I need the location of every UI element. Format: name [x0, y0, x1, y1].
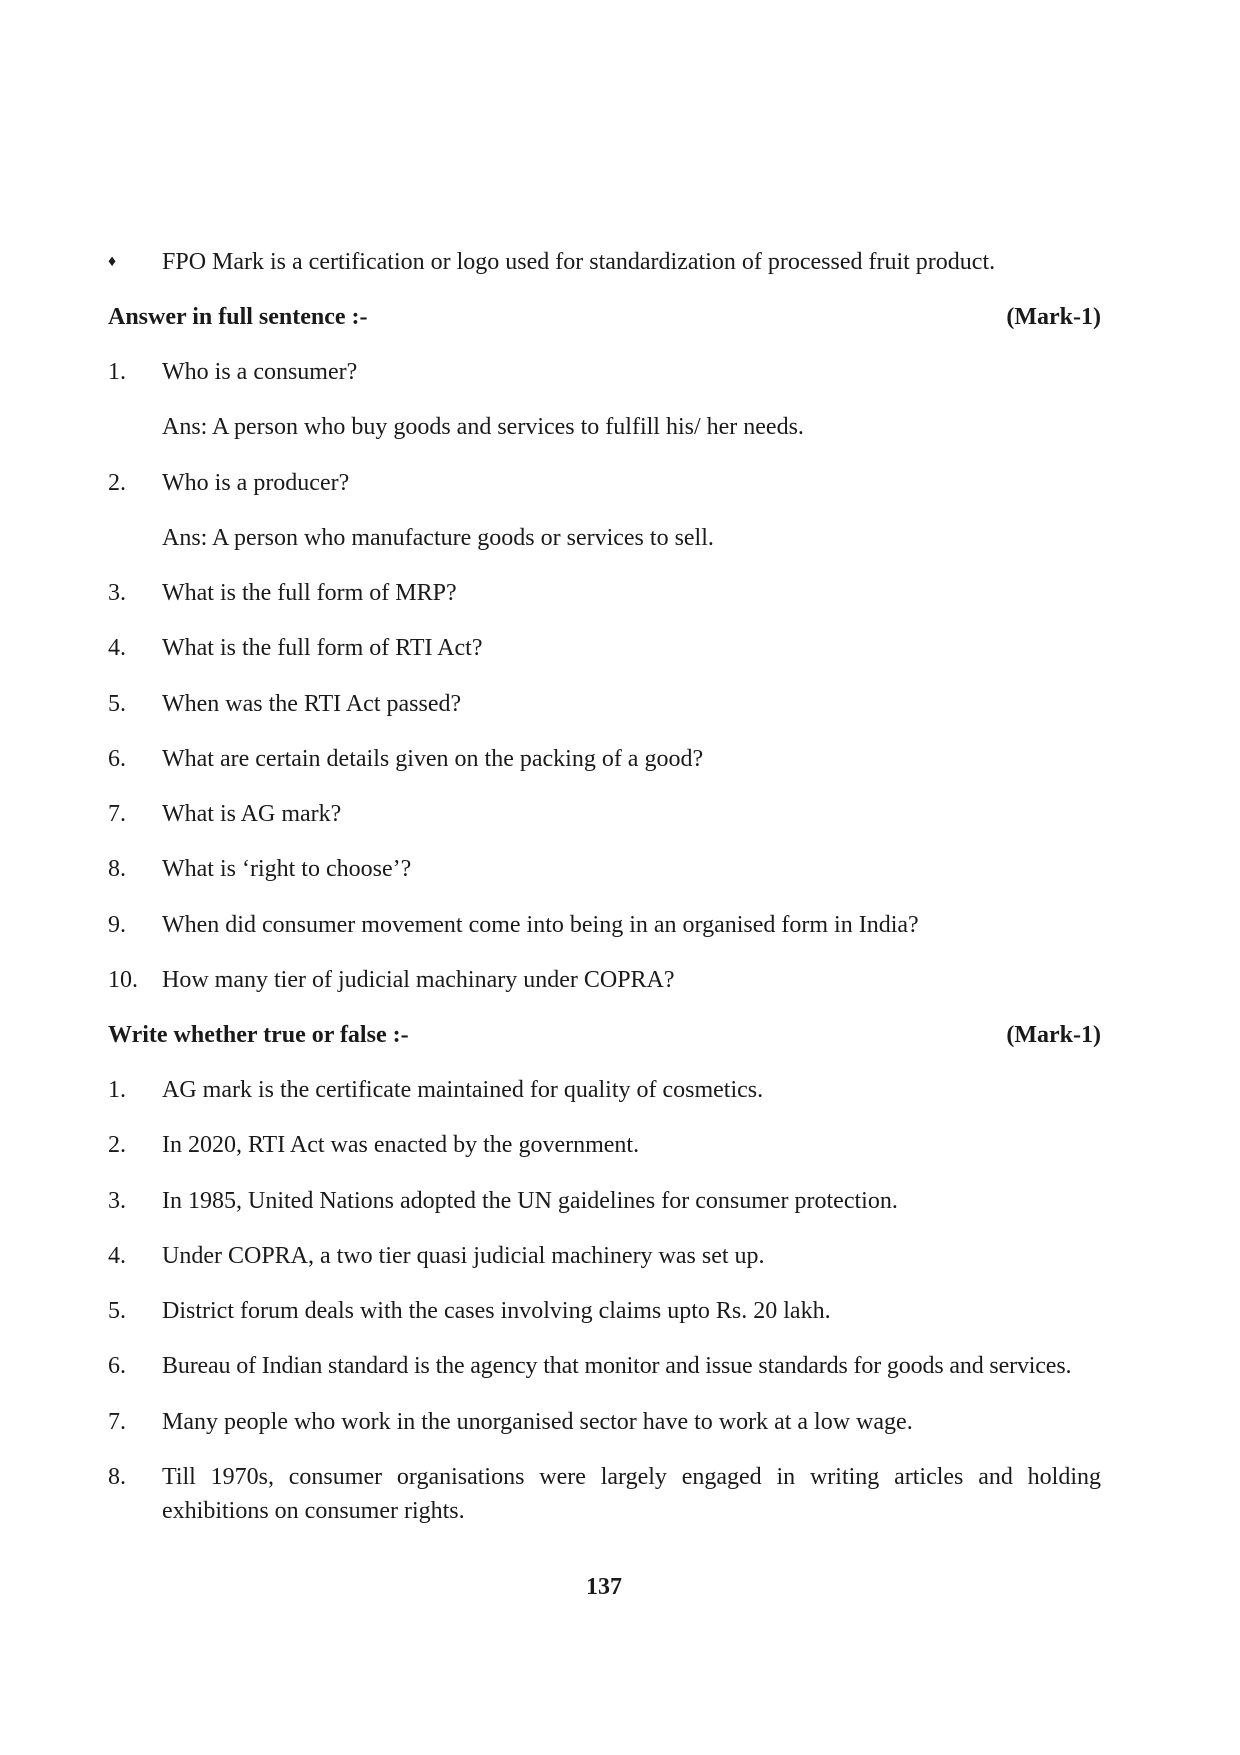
- statement-number: 1.: [108, 1077, 126, 1103]
- answer-text: Ans: A person who manufacture goods or services to sell.: [162, 525, 714, 551]
- statement-text-continuation: exhibitions on consumer rights.: [162, 1498, 465, 1524]
- question-text: Who is a producer?: [162, 470, 350, 496]
- question-number: 4.: [108, 635, 126, 661]
- statement-number: 2.: [108, 1132, 126, 1158]
- question-text: When did consumer movement come into being in an organised form in India?: [162, 912, 919, 938]
- statement-number: 7.: [108, 1409, 126, 1435]
- answer-text: Ans: A person who buy goods and services to fulfill his/ her needs.: [162, 414, 804, 440]
- question-text: What is AG mark?: [162, 801, 342, 827]
- question-number: 2.: [108, 470, 126, 496]
- section-mark: (Mark-1): [1006, 304, 1101, 330]
- question-number: 5.: [108, 691, 126, 717]
- statement-number: 5.: [108, 1298, 126, 1324]
- statement-text: Bureau of Indian standard is the agency that monitor and issue standards for goods and services.: [162, 1353, 1072, 1379]
- question-text: What is ‘right to choose’?: [162, 856, 412, 882]
- question-number: 7.: [108, 801, 126, 827]
- statement-number: 4.: [108, 1243, 126, 1269]
- statement-number: 6.: [108, 1353, 126, 1379]
- question-text: What is the full form of MRP?: [162, 580, 457, 606]
- question-text: What is the full form of RTI Act?: [162, 635, 483, 661]
- question-number: 9.: [108, 912, 126, 938]
- question-number: 1.: [108, 359, 126, 385]
- question-number: 8.: [108, 856, 126, 882]
- statement-text: Till 1970s, consumer organisations were largely engaged in writing articles and holding: [162, 1464, 1101, 1490]
- statement-number: 8.: [108, 1464, 126, 1490]
- bullet-text: FPO Mark is a certification or logo used for standardization of processed fruit product.: [162, 249, 996, 275]
- statement-text: District forum deals with the cases involving claims upto Rs. 20 lakh.: [162, 1298, 831, 1324]
- question-number: 10.: [108, 967, 138, 993]
- section-mark: (Mark-1): [1006, 1022, 1101, 1048]
- statement-text: In 1985, United Nations adopted the UN gaidelines for consumer protection.: [162, 1188, 898, 1214]
- statement-text: In 2020, RTI Act was enacted by the government.: [162, 1132, 640, 1158]
- question-text: When was the RTI Act passed?: [162, 691, 462, 717]
- statement-text: Under COPRA, a two tier quasi judicial machinery was set up.: [162, 1243, 765, 1269]
- page-number: 137: [586, 1574, 622, 1600]
- question-number: 3.: [108, 580, 126, 606]
- section-heading-true-false: [108, 1021, 1101, 1049]
- question-text: How many tier of judicial machinary under COPRA?: [162, 967, 675, 993]
- section-heading-text: Write whether true or false :-: [108, 1022, 409, 1048]
- statement-text: AG mark is the certificate maintained for quality of cosmetics.: [162, 1077, 764, 1103]
- question-number: 6.: [108, 746, 126, 772]
- section-heading-text: Answer in full sentence :-: [108, 304, 368, 330]
- statement-number: 3.: [108, 1188, 126, 1214]
- statement-text: Many people who work in the unorganised sector have to work at a low wage.: [162, 1409, 913, 1435]
- question-text: What are certain details given on the packing of a good?: [162, 746, 704, 772]
- diamond-bullet-icon: ♦: [108, 253, 117, 270]
- question-text: Who is a consumer?: [162, 359, 358, 385]
- section-heading-answer-full-sentence: [108, 303, 1101, 331]
